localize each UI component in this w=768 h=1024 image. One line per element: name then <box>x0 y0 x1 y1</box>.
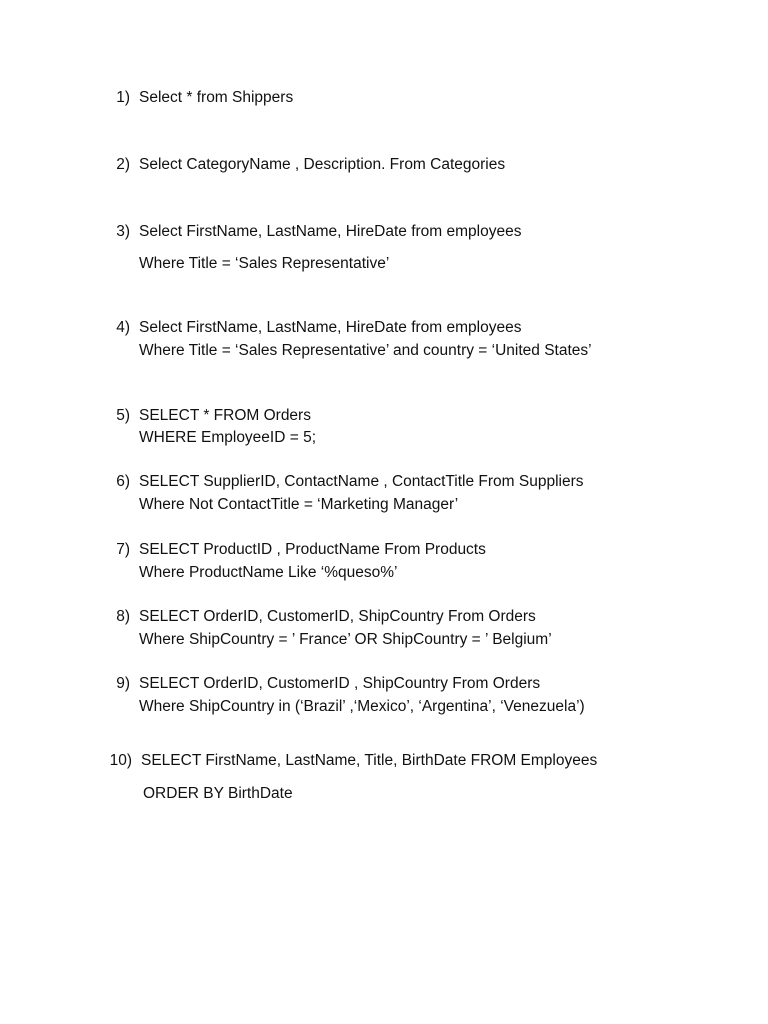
query-6-number: 6) <box>116 473 130 490</box>
query-5-line-2: WHERE EmployeeID = 5; <box>139 429 317 446</box>
query-8-line-1: SELECT OrderID, CustomerID, ShipCountry From Orders <box>139 608 536 625</box>
query-4-line-2: Where Title = ‘Sales Representative’ and country = ‘United States’ <box>139 342 592 359</box>
query-3-line-2: Where Title = ‘Sales Representative’ <box>139 255 390 272</box>
query-5-number: 5) <box>116 407 130 424</box>
query-3-line-1: Select FirstName, LastName, HireDate from employees <box>139 223 522 240</box>
query-10-line-2: ORDER BY BirthDate <box>143 785 293 802</box>
query-3-number: 3) <box>116 223 130 240</box>
query-10-number: 10) <box>109 752 132 769</box>
query-5-line-1: SELECT * FROM Orders <box>139 407 311 424</box>
query-10-line-1: SELECT FirstName, LastName, Title, BirthDate FROM Employees <box>141 752 598 769</box>
query-8-line-2: Where ShipCountry = ’ France’ OR ShipCountry = ’ Belgium’ <box>139 631 552 648</box>
query-4-line-1: Select FirstName, LastName, HireDate from employees <box>139 319 522 336</box>
query-7-number: 7) <box>116 541 130 558</box>
query-1-line-1: Select * from Shippers <box>139 89 294 106</box>
query-6-line-2: Where Not ContactTitle = ‘Marketing Manager’ <box>139 496 459 513</box>
query-4-number: 4) <box>116 319 130 336</box>
query-9-line-1: SELECT OrderID, CustomerID , ShipCountry From Orders <box>139 675 541 692</box>
query-9-number: 9) <box>116 675 130 692</box>
query-2-line-1: Select CategoryName , Description. From Categories <box>139 156 506 173</box>
query-1-number: 1) <box>116 89 130 106</box>
query-8-number: 8) <box>116 608 130 625</box>
query-7-line-1: SELECT ProductID , ProductName From Products <box>139 541 486 558</box>
query-7-line-2: Where ProductName Like ‘%queso%’ <box>139 564 398 581</box>
query-6-line-1: SELECT SupplierID, ContactName , ContactTitle From Suppliers <box>139 473 584 490</box>
query-2-number: 2) <box>116 156 130 173</box>
query-9-line-2: Where ShipCountry in (‘Brazil’ ,‘Mexico’, ‘Argentina’, ‘Venezuela’) <box>139 698 585 715</box>
